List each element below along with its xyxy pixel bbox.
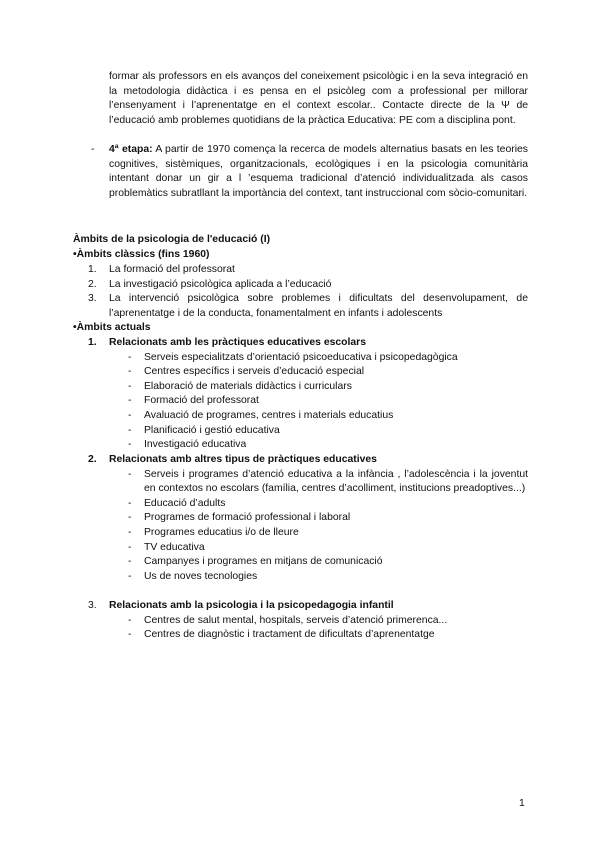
dash-bullet: - <box>128 526 132 538</box>
group-title: Relacionats amb la psicologia i la psicopedagogia infantil <box>109 600 394 611</box>
dash-bullet: - <box>128 468 132 480</box>
item-text: Campanyes i programes en mitjans de comunicació <box>144 556 383 568</box>
list-item <box>80 424 528 439</box>
dash-bullet: - <box>128 366 132 378</box>
dash-bullet: - <box>128 497 132 509</box>
item-text: La formació del professorat <box>109 264 235 275</box>
etapa-4-text <box>109 143 528 201</box>
actuals-heading: •Àmbits actuals <box>73 322 151 333</box>
list-item <box>80 394 528 409</box>
list-item <box>80 570 528 585</box>
group-number: 3. <box>88 600 97 611</box>
actuals-group-2 <box>80 453 528 584</box>
item-text: Investigació educativa <box>144 439 247 451</box>
item-text: Centres de salut mental, hospitals, serveis d’atenció primerenca... <box>144 614 448 626</box>
etapa-4-label: 4ª etapa: <box>109 144 153 155</box>
item-text: Centres específics i serveis d’educació especial <box>144 366 365 378</box>
list-item <box>80 526 528 541</box>
item-text: Educació d’adults <box>144 497 226 509</box>
list-item <box>80 263 528 278</box>
item-text: Avaluació de programes, centres i materials educatius <box>144 409 394 421</box>
item-text: Serveis i programes d’atenció educativa a la infància , l’adolescència i la joventut en contextos no escolars (família, centres d’acolliment, institucions preadoptives...) <box>144 468 528 495</box>
list-item <box>80 365 528 380</box>
etapa-4-body: A partir de 1970 comença la recerca de models alternatius basats en les teories cognitives, sistèmiques, organitzacionals, ecològiques i en la psicologia comunitària intentant donar un gir a l ’esquema tradicional d’atenció individualitzada als casos problemàtics subratllant la importància del context, tant instruccional com sòcio-comunitari. <box>109 144 528 199</box>
item-text: TV educativa <box>144 541 205 553</box>
dash-bullet: - <box>128 556 132 568</box>
intro-paragraph: formar als professors en els avanços del coneixement psicològic i en la seva integració en la metodologia didàctica i es pensa en el psicòleg com a professional per millorar l’ensenyament i l’aprenentatge en el context escolar.. Contacte directe de la Ψ de l’educació amb problemes quotidians de la pràctica Educativa: PE com a disciplina pont. <box>109 71 528 126</box>
item-text: Elaboració de materials didàctics i curriculars <box>144 380 352 392</box>
item-text: Formació del professorat <box>144 395 259 407</box>
page-number: 1 <box>519 798 525 809</box>
item-text: Programes de formació professional i laboral <box>144 512 351 524</box>
group-title: Relacionats amb les pràctiques educatives escolars <box>109 337 367 348</box>
item-text: Programes educatius i/o de lleure <box>144 526 299 538</box>
dash-bullet: - <box>128 439 132 451</box>
dash-bullet: - <box>128 629 132 641</box>
item-text: Us de noves tecnologies <box>144 570 258 582</box>
list-item <box>80 380 528 395</box>
list-item <box>80 438 528 453</box>
item-number: 1. <box>88 264 97 275</box>
list-item <box>80 511 528 526</box>
etapa-4-item <box>80 143 528 201</box>
list-item <box>80 614 528 629</box>
classics-heading: •Àmbits clàssics (fins 1960) <box>73 249 210 260</box>
list-item <box>80 351 528 366</box>
item-text: Planificació i gestió educativa <box>144 424 280 436</box>
list-item <box>80 468 528 497</box>
group-items <box>80 468 528 585</box>
dash-bullet: - <box>128 512 132 524</box>
dash-bullet: - <box>128 380 132 392</box>
item-text: La investigació psicològica aplicada a l’educació <box>109 278 332 290</box>
dash-bullet: - <box>91 144 95 155</box>
dash-bullet: - <box>128 614 132 626</box>
item-text: Serveis especialitzats d’orientació psicoeducativa i psicopedagògica <box>144 351 458 363</box>
dash-bullet: - <box>128 395 132 407</box>
item-number: 2. <box>88 278 97 290</box>
group-items <box>80 614 528 643</box>
actuals-group-1 <box>80 336 528 453</box>
group-number: 1. <box>88 337 97 348</box>
dash-bullet: - <box>128 424 132 436</box>
item-text: Centres de diagnòstic i tractament de dificultats d’aprenentatge <box>144 629 435 641</box>
list-item <box>80 409 528 424</box>
dash-bullet: - <box>128 351 132 363</box>
classics-list <box>80 263 528 321</box>
list-item <box>80 278 528 293</box>
dash-bullet: - <box>128 409 132 421</box>
list-item <box>80 292 528 321</box>
list-item <box>80 497 528 512</box>
list-item <box>80 555 528 570</box>
item-text: La intervenció psicològica sobre problemes i dificultats del desenvolupament, de l’aprenentatge i de la conducta, fonamentalment en infants i adolescents <box>109 293 528 319</box>
list-item <box>80 541 528 556</box>
section-title: Àmbits de la psicologia de l'educació (I) <box>73 234 271 245</box>
list-item <box>80 628 528 643</box>
group-number: 2. <box>88 454 97 465</box>
group-title: Relacionats amb altres tipus de pràctiques educatives <box>109 454 377 465</box>
dash-bullet: - <box>128 541 132 553</box>
group-items <box>80 351 528 453</box>
dash-bullet: - <box>128 570 132 582</box>
actuals-group-3 <box>80 599 528 643</box>
item-number: 3. <box>88 293 97 305</box>
